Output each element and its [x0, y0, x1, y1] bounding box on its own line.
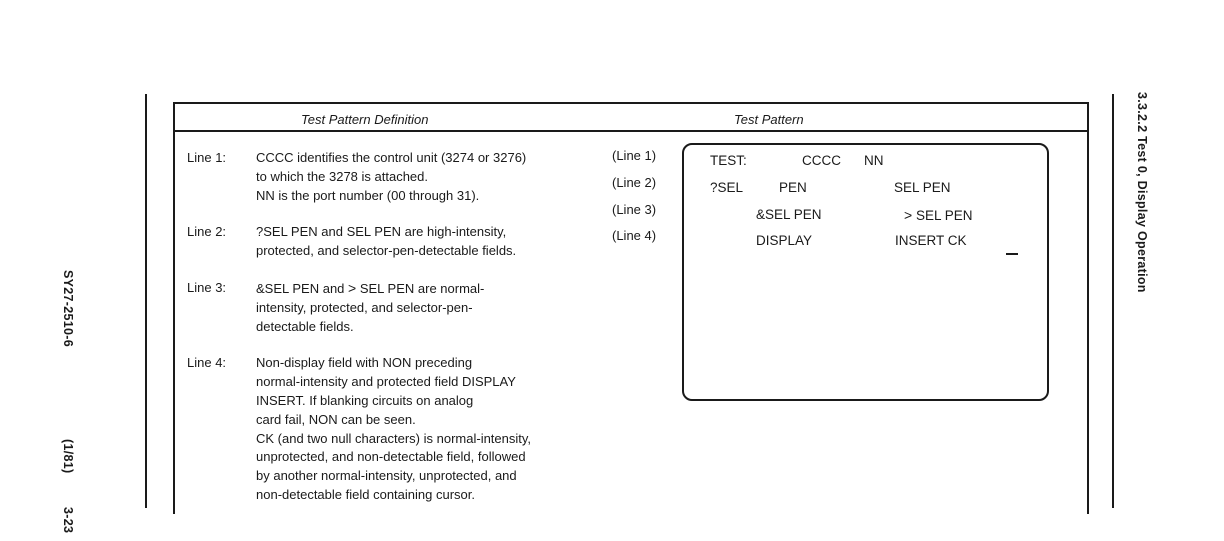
test-pattern-screen [682, 143, 1049, 401]
definition-text-line: unprotected, and non-detectable field, followed [256, 449, 526, 465]
definition-text-line: detectable fields. [256, 318, 354, 334]
definition-text-line: by another normal-intensity, unprotected, and [256, 468, 517, 484]
screen-test-label: TEST: [710, 153, 747, 168]
line-label-3: (Line 3) [612, 202, 657, 217]
definition-text [256, 149, 607, 205]
definition-text-line: non-detectable field containing cursor. [256, 486, 475, 502]
screen-display: DISPLAY [756, 233, 813, 248]
greater-than-icon: > [348, 279, 357, 296]
screen-gt-sel-pen-text: SEL PEN [915, 208, 973, 223]
line-label-2: (Line 2) [612, 175, 657, 190]
left-margin-footer [60, 270, 76, 533]
table-header-row [175, 104, 1087, 132]
doc-date: (1/81) [61, 438, 75, 474]
greater-than-icon: > [904, 207, 913, 223]
screen-qsel: ?SEL [710, 180, 744, 195]
definition-text [256, 223, 607, 261]
screen-cccc: CCCC [802, 153, 841, 168]
screen-gt-sel-pen [904, 207, 972, 223]
screen-nn: NN [864, 153, 884, 168]
cursor-underscore [1006, 253, 1018, 255]
definition-text-line: intensity, protected, and selector-pen- [256, 299, 473, 315]
definition-text-line [256, 279, 607, 299]
screen-amp-sel-pen: &SEL PEN [756, 207, 822, 222]
right-margin-rule [1112, 94, 1114, 508]
definition-label: Line 2: [187, 224, 227, 240]
definition-text [256, 279, 607, 336]
left-margin-rule [145, 94, 147, 508]
header-pattern: Test Pattern [734, 112, 804, 127]
definition-text [256, 354, 607, 504]
definition-text-line: CCCC identifies the control unit (3274 or 3276) [256, 150, 527, 165]
definition-text-line: CK (and two null characters) is normal-intensity, [256, 430, 532, 446]
definition-label: Line 4: [187, 355, 227, 371]
definition-label: Line 1: [187, 150, 227, 165]
definition-line-3 [187, 279, 607, 336]
test-pattern-table [173, 102, 1089, 514]
definition-text-segment: SEL PEN are normal- [359, 280, 485, 296]
definition-text-line: INSERT. If blanking circuits on analog [256, 392, 474, 408]
definition-text-line: normal-intensity and protected field DISPLAY [256, 374, 516, 390]
definition-text-line: ?SEL PEN and SEL PEN are high-intensity, [256, 224, 507, 240]
line-label-4: (Line 4) [612, 228, 657, 243]
definition-text-line: to which the 3278 is attached. [256, 168, 429, 184]
screen-sel-pen: SEL PEN [894, 180, 951, 195]
definition-text-line: Non-display field with NON preceding [256, 355, 473, 371]
doc-number: SY27-2510-6 [61, 270, 75, 347]
definition-text-line: card fail, NON can be seen. [256, 411, 416, 427]
page-number: 3-23 [61, 507, 75, 534]
definition-text-line: protected, and selector-pen-detectable fields. [256, 243, 517, 259]
definition-text-segment: &SEL PEN and [256, 280, 345, 296]
definition-line-1 [187, 149, 607, 205]
definition-text-line: NN is the port number (00 through 31). [256, 187, 480, 203]
line-label-1: (Line 1) [612, 148, 657, 163]
definition-label: Line 3: [187, 279, 227, 295]
definition-line-4 [187, 354, 607, 504]
section-title: 3.3.2.2 Test 0, Display Operation [1135, 92, 1149, 293]
definition-line-2 [187, 223, 607, 261]
definitions-column [187, 149, 607, 523]
screen-insert-ck: INSERT CK [895, 233, 967, 248]
screen-pen: PEN [779, 180, 807, 195]
header-definition: Test Pattern Definition [301, 112, 429, 127]
